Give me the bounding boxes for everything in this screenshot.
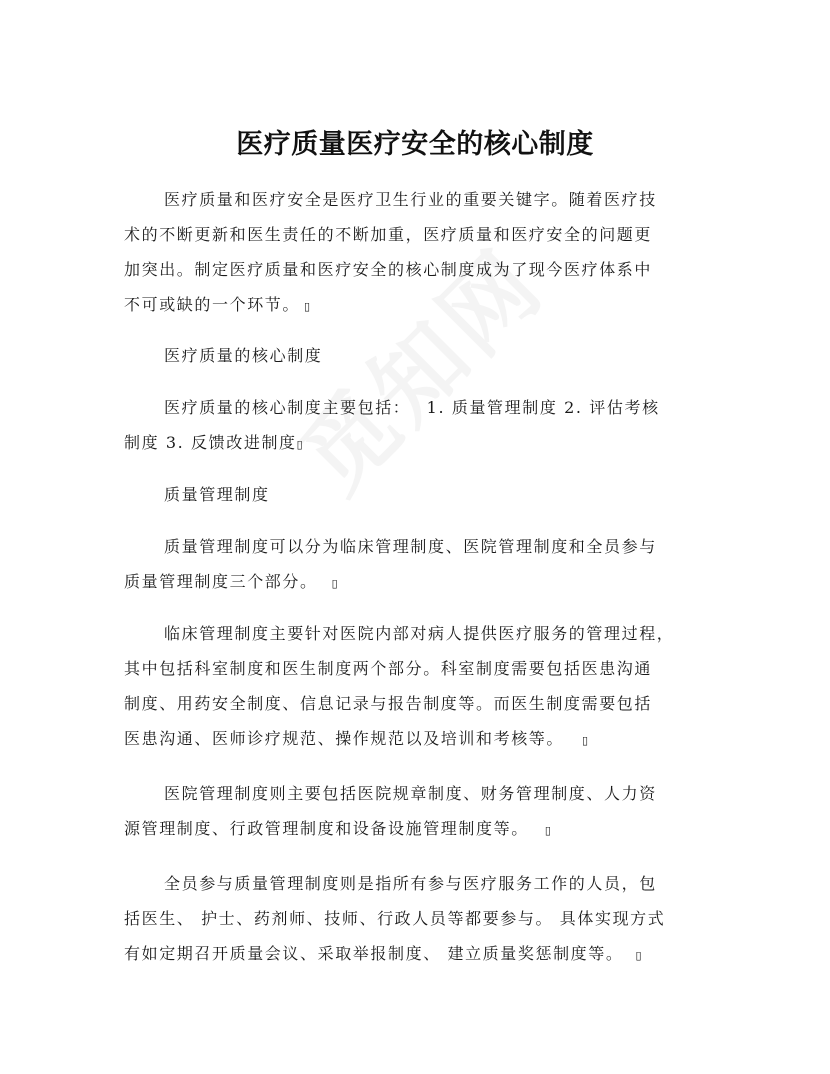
section-heading-quality-management <box>124 477 704 512</box>
paragraph-line: 括医生、 护士、药剂师、技师、行政人员等都要参与。 具体实现方式 <box>124 909 666 928</box>
paragraph-line: 质量管理制度 <box>164 485 270 504</box>
paragraph-line: 加突出。制定医疗质量和医疗安全的核心制度成为了现今医疗体系中 <box>124 260 653 279</box>
paragraph-line: 全员参与质量管理制度则是指所有参与医疗服务工作的人员，包 <box>164 874 657 893</box>
paragraph-mark: ▯ <box>304 300 312 313</box>
paragraph-quality-management <box>124 529 704 601</box>
paragraph-line: 制度 3. 反馈改进制度 <box>124 433 297 452</box>
paragraph-line: 源管理制度、行政管理制度和设备设施管理制度等。 <box>124 819 529 838</box>
paragraph-mark: ▯ <box>296 438 305 451</box>
paragraph-line: 质量管理制度三个部分。 <box>124 572 318 591</box>
paragraph-hospital-management <box>124 776 704 848</box>
paragraph-clinical-management <box>124 616 704 758</box>
paragraph-line: 医疗质量和医疗安全是医疗卫生行业的重要关键字。随着医疗技 <box>164 190 657 209</box>
paragraph-line: 其中包括科室制度和医生制度两个部分。科室制度需要包括医患沟通 <box>124 659 653 678</box>
paragraph-line: 医疗质量的核心制度 <box>164 346 323 365</box>
paragraph-line: 医疗质量的核心制度主要包括： 1. 质量管理制度 2. 评估考核 <box>164 398 660 417</box>
paragraph-line: 有如定期召开质量会议、采取举报制度、 建立质量奖惩制度等。 <box>124 944 624 963</box>
paragraph-mark: ▯ <box>582 734 590 747</box>
paragraph-line: 不可或缺的一个环节。 <box>124 295 301 314</box>
paragraph-mark: ▯ <box>544 824 553 837</box>
paragraph-line: 医院管理制度则主要包括医院规章制度、财务管理制度、人力资 <box>164 784 657 803</box>
paragraph-mark: ▯ <box>635 949 644 962</box>
paragraph-core-system-list <box>124 390 704 462</box>
paragraph-mark: ▯ <box>331 577 340 590</box>
section-heading-core-system <box>124 338 704 373</box>
paragraph-line: 制度、用药安全制度、信息记录与报告制度等。而医生制度需要包括 <box>124 694 653 713</box>
paragraph-line: 临床管理制度主要针对医院内部对病人提供医疗服务的管理过程， <box>164 624 675 643</box>
document-title: 医疗质量医疗安全的核心制度 <box>236 129 594 160</box>
paragraph-line: 术的不断更新和医生责任的不断加重，医疗质量和医疗安全的问题更 <box>124 225 653 244</box>
paragraph-line: 质量管理制度可以分为临床管理制度、医院管理制度和全员参与 <box>164 537 657 556</box>
paragraph-intro <box>124 182 704 324</box>
paragraph-all-staff-participation <box>124 866 704 973</box>
paragraph-line: 医患沟通、医师诊疗规范、操作规范以及培训和考核等。 <box>124 729 565 748</box>
